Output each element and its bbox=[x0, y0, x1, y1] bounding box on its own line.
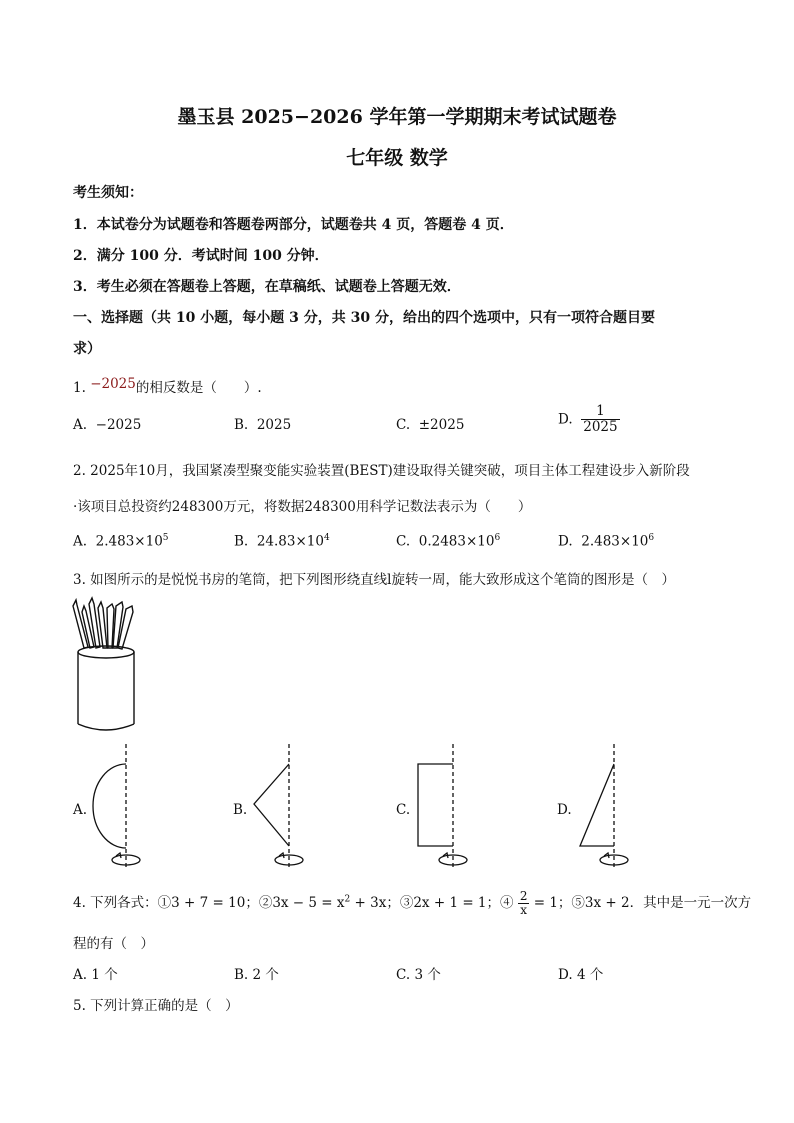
option-a: A. 1 个 bbox=[73, 967, 118, 983]
notice-item: 3．考生必须在答题卷上答题，在草稿纸、试题卷上答题无效． bbox=[73, 279, 461, 295]
option-c-label: C. bbox=[396, 802, 411, 818]
page-title: 墨玉县 2025−2026 学年第一学期期末考试试题卷 bbox=[177, 106, 617, 128]
option-a: A. −2025 bbox=[73, 417, 142, 433]
question-4-cont: 程的有（ ） bbox=[73, 936, 154, 952]
section-heading-cont: 求） bbox=[73, 341, 101, 357]
option-c: C. $0.2483\times 10^6$ bbox=[396, 533, 501, 550]
section-heading: 一、选择题（共 10 小题，每小题 3 分，共 30 分，给出的四个选项中，只有一项符合题目要 bbox=[73, 310, 655, 326]
option-d: D. 4 个 bbox=[558, 967, 604, 983]
question-3: 3. 如图所示的是悦悦书房的笔筒，把下列图形绕直线l旋转一周，能大致形成这个笔筒的图形是（ ） bbox=[73, 572, 675, 588]
option-d: D. $\frac{1}{2025}$ bbox=[558, 403, 618, 435]
question-2: 2. 2025年10月，我国紧凑型聚变能实验装置(BEST)建设取得关键突破，项目主体工程建设步入新阶段 bbox=[73, 463, 690, 479]
question-stem: 的相反数是（ ）. bbox=[135, 380, 262, 396]
page-subtitle: 七年级 数学 bbox=[346, 147, 448, 169]
notice-item: 1．本试卷分为试题卷和答题卷两部分，试题卷共 4 页，答题卷 4 页． bbox=[73, 217, 514, 233]
notice-item: 2．满分 100 分．考试时间 100 分钟． bbox=[73, 248, 329, 264]
option-a-label: A. bbox=[73, 802, 88, 818]
option-b: B. $24.83\times 10^4$ bbox=[234, 533, 330, 550]
option-d-figure bbox=[572, 742, 642, 872]
question-number: 1. bbox=[73, 380, 86, 396]
notice-heading: 考生须知： bbox=[73, 185, 143, 201]
pen-holder-illustration bbox=[70, 596, 140, 736]
question-5: 5. 下列计算正确的是（ ） bbox=[73, 998, 239, 1014]
option-b-label: B. bbox=[233, 802, 248, 818]
question-2-cont: ·该项目总投资约248300万元，将数据248300用科学记数法表示为（ ） bbox=[73, 499, 532, 515]
option-b: B. 2 个 bbox=[234, 967, 279, 983]
option-c: C. ±2025 bbox=[396, 417, 465, 433]
fraction: $\frac{2}{x}$ bbox=[519, 889, 528, 918]
option-b: B. 2025 bbox=[234, 417, 292, 433]
option-a: A. $2.483\times 10^5$ bbox=[73, 533, 169, 550]
option-d-label: D. bbox=[557, 802, 572, 818]
question-4: 4. 下列各式：①3 + 7 = 10；②3x − $5 = x^2 + 3x$；③2x + 1 = 1；④ $\frac{2}{x}$ = 1；⑤3x + 2．其中是一元一次方 bbox=[73, 889, 752, 918]
option-d: D. $2.483\times 10^6$ bbox=[558, 533, 655, 550]
question-1 bbox=[73, 376, 262, 396]
option-c: C. 3 个 bbox=[396, 967, 441, 983]
option-b-figure bbox=[248, 742, 318, 872]
option-c-figure bbox=[410, 742, 480, 872]
question-expression: −2025 bbox=[90, 376, 136, 392]
option-a-figure bbox=[88, 742, 158, 872]
fraction: $\frac{1}{2025}$ bbox=[583, 403, 618, 435]
